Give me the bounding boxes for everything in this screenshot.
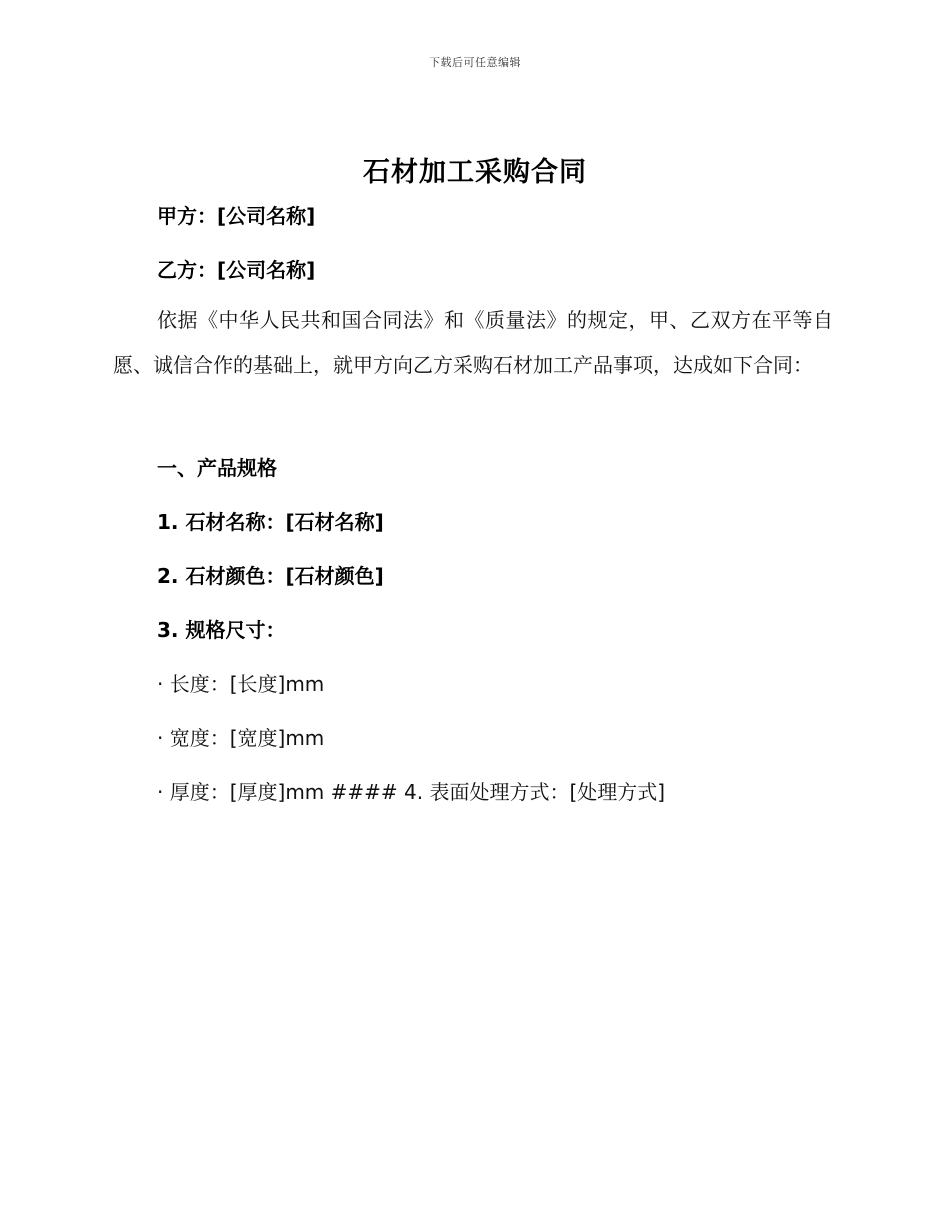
spec-item-stone-color: 2. 石材颜色：[石材颜色] xyxy=(157,564,384,588)
header-note: 下载后可任意编辑 xyxy=(429,56,521,69)
party-a-line: 甲方：[公司名称] xyxy=(157,204,316,228)
dimension-width: · 宽度：[宽度]mm xyxy=(157,726,325,750)
document-title: 石材加工采购合同 xyxy=(363,157,587,188)
intro-paragraph: 依据《中华人民共和国合同法》和《质量法》的规定，甲、乙双方在平等自愿、诚信合作的基础上，就甲方向乙方采购石材加工产品事项，达成如下合同： xyxy=(113,308,833,377)
section-1-heading: 一、产品规格 xyxy=(157,456,277,480)
dimension-thickness: · 厚度：[厚度]mm #### 4. 表面处理方式：[处理方式] xyxy=(157,780,666,804)
spec-item-stone-name: 1. 石材名称：[石材名称] xyxy=(157,510,384,534)
spec-item-dimensions: 3. 规格尺寸： xyxy=(157,618,286,642)
dimension-length: · 长度：[长度]mm xyxy=(157,672,325,696)
party-b-line: 乙方：[公司名称] xyxy=(157,258,316,282)
